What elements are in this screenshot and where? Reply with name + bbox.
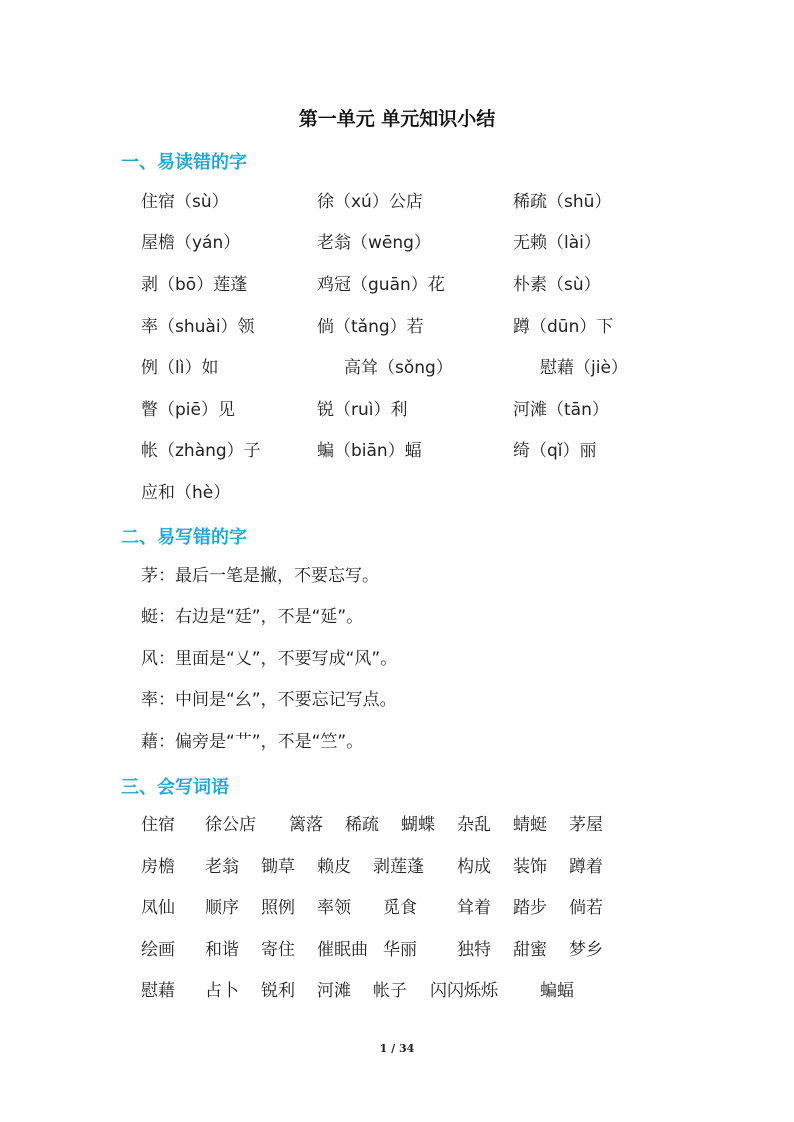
misread-character-entry: 稀疏（shū） xyxy=(513,192,612,212)
vocabulary-word: 蝴蝶 xyxy=(401,815,435,835)
vocabulary-word: 锄草 xyxy=(261,857,295,877)
misread-character-entry: 河滩（tān） xyxy=(513,400,609,420)
vocabulary-word: 装饰 xyxy=(513,857,547,877)
misread-character-entry: 帐（zhàng）子 xyxy=(141,441,261,461)
vocabulary-word: 寄住 xyxy=(261,940,295,960)
misread-character-entry: 剥（bō）莲蓬 xyxy=(141,275,248,295)
misread-character-entry: 无赖（lài） xyxy=(513,233,601,253)
section-heading-misread: 一、易读错的字 xyxy=(121,152,247,173)
misread-character-entry: 锐（ruì）利 xyxy=(317,400,408,420)
misread-character-entry: 住宿（sù） xyxy=(141,192,229,212)
misread-character-entry: 慰藉（jiè） xyxy=(540,358,628,378)
vocabulary-word: 华丽 xyxy=(383,940,417,960)
misread-character-entry: 高耸（sǒng） xyxy=(344,358,453,378)
vocabulary-word: 房檐 xyxy=(141,857,175,877)
vocabulary-word: 构成 xyxy=(457,857,491,877)
misread-character-entry: 徐（xú）公店 xyxy=(317,192,423,212)
vocabulary-word: 锐利 xyxy=(261,981,295,1001)
vocabulary-word: 绘画 xyxy=(141,940,175,960)
vocabulary-word: 甜蜜 xyxy=(513,940,547,960)
vocabulary-word: 徐公店 xyxy=(205,815,256,835)
vocabulary-word: 占卜 xyxy=(205,981,239,1001)
vocabulary-word: 顺序 xyxy=(205,898,239,918)
vocabulary-word: 老翁 xyxy=(205,857,239,877)
misread-character-entry: 率（shuài）领 xyxy=(141,317,255,337)
vocabulary-word: 篱落 xyxy=(289,815,323,835)
vocabulary-word: 踏步 xyxy=(513,898,547,918)
vocabulary-word: 蹲着 xyxy=(569,857,603,877)
misread-character-entry: 倘（tǎng）若 xyxy=(317,317,424,337)
misread-character-entry: 老翁（wēng） xyxy=(317,233,431,253)
page-title: 第一单元 单元知识小结 xyxy=(298,108,496,130)
page-number: 1 / 34 xyxy=(379,1042,415,1055)
misread-character-entry: 朴素（sù） xyxy=(513,275,601,295)
vocabulary-word: 蜻蜓 xyxy=(513,815,547,835)
vocabulary-word: 稀疏 xyxy=(345,815,379,835)
vocabulary-word: 照例 xyxy=(261,898,295,918)
vocabulary-word: 住宿 xyxy=(141,815,175,835)
misread-character-entry: 鸡冠（guān）花 xyxy=(317,275,445,295)
vocabulary-word: 慰藉 xyxy=(141,981,175,1001)
vocabulary-word: 杂乱 xyxy=(457,815,491,835)
vocabulary-word: 闪闪烁烁 xyxy=(430,981,498,1001)
misread-character-entry: 应和（hè） xyxy=(141,483,231,503)
miswritten-note: 藉：偏旁是“艹”，不是“竺”。 xyxy=(141,732,364,752)
vocabulary-word: 和谐 xyxy=(205,940,239,960)
misread-character-entry: 例（lì）如 xyxy=(141,358,219,378)
vocabulary-word: 独特 xyxy=(457,940,491,960)
vocabulary-word: 梦乡 xyxy=(569,940,603,960)
vocabulary-word: 帐子 xyxy=(373,981,407,1001)
vocabulary-word: 河滩 xyxy=(317,981,351,1001)
vocabulary-word: 催眠曲 xyxy=(317,940,368,960)
vocabulary-word: 蝙蝠 xyxy=(540,981,574,1001)
vocabulary-word: 率领 xyxy=(317,898,351,918)
vocabulary-word: 赖皮 xyxy=(317,857,351,877)
misread-character-entry: 屋檐（yán） xyxy=(141,233,241,253)
vocabulary-word: 凤仙 xyxy=(141,898,175,918)
misread-character-entry: 绮（qǐ）丽 xyxy=(513,441,597,461)
misread-character-entry: 蝙（biān）蝠 xyxy=(317,441,422,461)
section-heading-vocabulary: 三、会写词语 xyxy=(121,777,229,798)
vocabulary-word: 茅屋 xyxy=(569,815,603,835)
miswritten-note: 蜓：右边是“廷”，不是“延”。 xyxy=(141,607,364,627)
miswritten-note: 风：里面是“乂”，不要写成“风”。 xyxy=(141,649,398,669)
misread-character-entry: 蹲（dūn）下 xyxy=(513,317,614,337)
vocabulary-word: 耸着 xyxy=(457,898,491,918)
miswritten-note: 茅：最后一笔是撇，不要忘写。 xyxy=(141,566,379,586)
vocabulary-word: 剥莲蓬 xyxy=(373,857,424,877)
miswritten-note: 率：中间是“幺”，不要忘记写点。 xyxy=(141,690,397,710)
vocabulary-word: 觅食 xyxy=(383,898,417,918)
vocabulary-word: 倘若 xyxy=(569,898,603,918)
misread-character-entry: 瞥（piē）见 xyxy=(141,400,235,420)
section-heading-miswritten: 二、易写错的字 xyxy=(121,527,247,548)
